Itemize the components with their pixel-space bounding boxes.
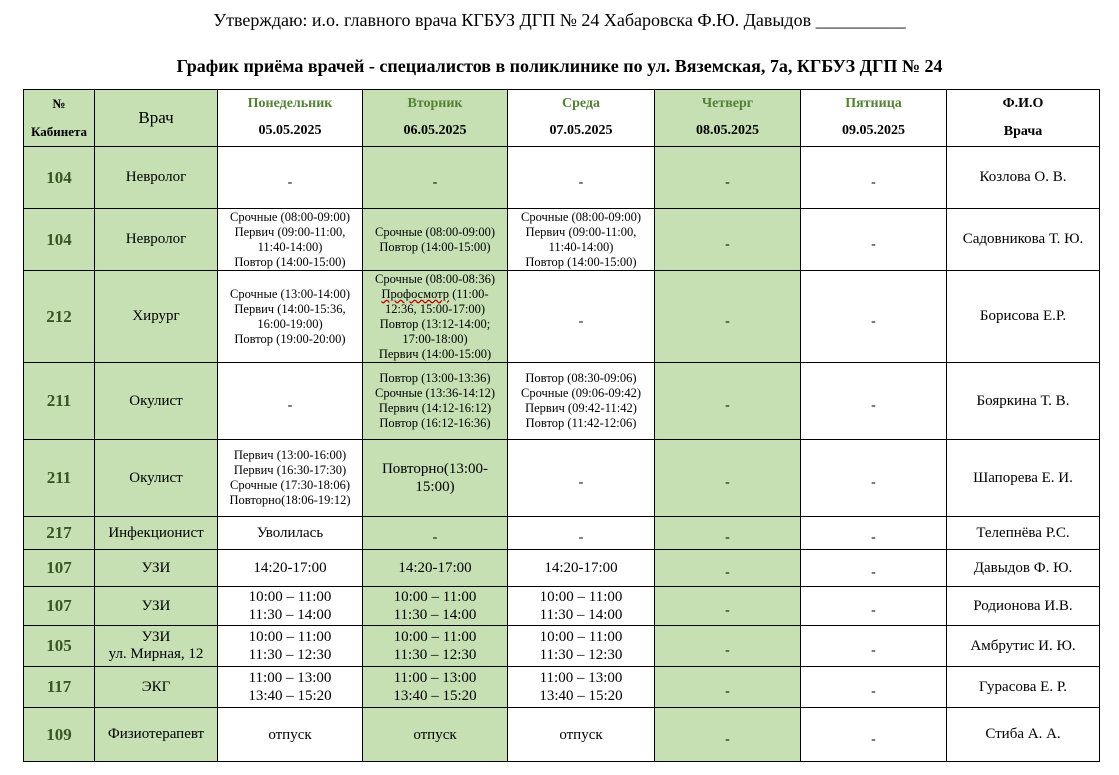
schedule-cell [508,550,655,587]
schedule-line: отпуск [559,726,603,743]
schedule-cell [218,440,363,517]
table-row [24,440,1100,517]
table-row [24,708,1100,762]
doctor-cell [95,440,218,517]
schedule-line: - [432,174,438,190]
schedule-cell [363,271,508,363]
schedule-cell [363,626,508,667]
doctor-cell [95,517,218,550]
doctor-fio: Стиба А. А. [947,708,1100,762]
schedule-cell: - [655,147,801,209]
schedule-cell [218,587,363,626]
schedule-cell: - [801,550,947,587]
header-day-tue: Вторник 06.05.2025 [363,90,508,147]
table-row [24,667,1100,708]
schedule-cell [218,708,363,762]
room-number: 211 [24,440,95,517]
schedule-line: - [578,313,584,329]
room-number: 211 [24,363,95,440]
schedule-line: Повторно(18:06-19:12) [229,493,351,507]
doctor-fio: Гурасова Е. Р. [947,667,1100,708]
table-row [24,550,1100,587]
schedule-line: 11:40-14:00) [257,239,323,254]
header-day-fri: Пятница 09.05.2025 [801,90,947,147]
schedule-cell [508,667,655,708]
schedule-cell: - [655,363,801,440]
header-day-wed: Среда 07.05.2025 [508,90,655,147]
room-number: 104 [24,147,95,209]
schedule-line: Первич (14:00-15:36, [234,301,346,316]
header-row [24,90,1100,147]
doctor-cell [95,708,218,762]
schedule-line: - [432,530,438,545]
schedule-cell: - [655,667,801,708]
schedule-cell [508,363,655,440]
doctor-specialty: Инфекционист [108,524,204,541]
schedule-line: 16:00-19:00) [257,316,323,331]
schedule-line: Первич (13:00-16:00) [233,448,347,462]
schedule-cell: - [801,587,947,626]
schedule-cell: - [801,147,947,209]
doctor-specialty: Невролог [125,169,187,185]
schedule-line: 14:20-17:00 [544,560,618,576]
room-number: 117 [24,667,95,708]
schedule-cell: - [655,517,801,550]
schedule-cell: - [655,708,801,762]
schedule-line: Срочные (13:36-14:12) [375,386,495,400]
table-row [24,626,1100,667]
doctor-fio: Борисова Е.Р. [947,271,1100,363]
doctor-cell [95,363,218,440]
schedule-line: Повтор (14:00-15:00) [525,254,637,269]
schedule-cell: - [801,708,947,762]
schedule-cell: - [801,363,947,440]
room-number: 212 [24,271,95,363]
schedule-cell [218,271,363,363]
table-row [24,271,1100,363]
schedule-cell [508,271,655,363]
schedule-cell: - [655,209,801,271]
header-doctor: Врач [95,90,218,147]
doctor-fio: Амбрутис И. Ю. [947,626,1100,667]
approval-line: Утверждаю: и.о. главного врача КГБУЗ ДГП № 24 Хабаровска Ф.Ю. Давыдов __________ [213,10,906,30]
doctor-cell [95,667,218,708]
schedule-cell: - [801,626,947,667]
schedule-line: Срочные (17:30-18:06) [230,478,350,492]
schedule-line: 10:00 – 11:00 [248,629,332,645]
schedule-cell: - [655,440,801,517]
doctor-specialty: УЗИ [141,629,171,645]
schedule-line: 11:00 – 13:00 [539,670,623,686]
schedule-cell [508,440,655,517]
schedule-line: Первич (09:00-11:00, [525,224,637,239]
schedule-line: Повтор (08:30-09:06) [525,371,637,385]
room-number: 105 [24,626,95,667]
schedule-cell [363,517,508,550]
table-row [24,363,1100,440]
schedule-line: отпуск [413,726,457,743]
schedule-line: 10:00 – 11:00 [539,589,623,605]
schedule-cell [508,626,655,667]
doctor-specialty: УЗИ [141,597,171,614]
schedule-line: 11:00 – 13:00 [393,670,477,686]
schedule-cell [508,517,655,550]
schedule-cell [363,550,508,587]
schedule-line: 11:30 – 12:30 [248,647,332,663]
schedule-cell [508,587,655,626]
schedule-line: 14:20-17:00 [398,560,472,576]
schedule-line: 11:30 – 14:00 [248,607,332,623]
room-number: 109 [24,708,95,762]
schedule-cell: - [655,271,801,363]
doctor-cell [95,626,218,667]
doctor-fio: Телепнёва Р.С. [947,517,1100,550]
schedule-line: (11:00- [449,286,489,301]
schedule-line: Первич (16:30-17:30) [233,463,347,477]
doctor-fio: Шапорева Е. И. [947,440,1100,517]
doctor-cell [95,271,218,363]
schedule-line: 17:00-18:00) [402,331,468,346]
doctor-cell [95,147,218,209]
schedule-line: Срочные (08:00-09:00) [230,209,350,224]
doctor-cell [95,550,218,587]
schedule-cell [218,147,363,209]
doctor-fio: Бояркина Т. В. [947,363,1100,440]
doctor-specialty: Окулист [129,392,183,409]
room-number: 107 [24,550,95,587]
schedule-cell [218,363,363,440]
schedule-line: Срочные (13:00-14:00) [230,286,350,301]
schedule-cell [218,517,363,550]
schedule-line: - [287,174,293,190]
schedule-cell: - [655,587,801,626]
doctor-specialty: Физиотерапевт [107,726,205,742]
schedule-line: 12:36, 15:00-17:00) [385,301,485,316]
doctor-fio: Садовникова Т. Ю. [947,209,1100,271]
schedule-line: 11:30 – 12:30 [539,647,623,663]
schedule-table [23,89,1100,762]
schedule-cell: - [655,550,801,587]
schedule-line: Повтор (16:12-16:36) [379,416,491,430]
schedule-line: 14:20-17:00 [253,560,327,576]
schedule-line: Первич (09:42-11:42) [525,401,637,415]
table-row [24,147,1100,209]
header-fio: Ф.И.О Врача [947,90,1100,147]
schedule-line: Уволилась [256,525,324,541]
schedule-line: 10:00 – 11:00 [393,629,477,645]
header-room: № Кабинета [24,90,95,147]
schedule-line: 13:40 – 15:20 [539,688,623,704]
doctor-address: ул. Мирная, 12 [108,646,204,662]
schedule-cell [218,550,363,587]
schedule-cell: - [801,440,947,517]
schedule-line: Повтор (13:00-13:36) [379,371,491,385]
table-row [24,209,1100,271]
schedule-line: Первич (09:00-11:00, [234,224,346,239]
schedule-cell [363,440,508,517]
schedule-cell: - [801,209,947,271]
doctor-specialty: Хирург [132,308,180,324]
schedule-line: Повтор (19:00-20:00) [234,331,346,346]
schedule-line: Повтор (11:42-12:06) [525,416,637,430]
page-title: График приёма врачей - специалистов в поликлинике по ул. Вяземская, 7а, КГБУЗ ДГП № 24 [176,56,943,76]
schedule-line: 11:00 – 13:00 [248,670,332,686]
schedule-cell [508,147,655,209]
room-number: 217 [24,517,95,550]
schedule-line: 11:40-14:00) [548,239,614,254]
doctor-fio: Родионова И.В. [947,587,1100,626]
doctor-specialty: ЭКГ [141,678,171,695]
schedule-line: 11:30 – 14:00 [539,607,623,623]
table-row [24,587,1100,626]
header-day-mon: Понедельник 05.05.2025 [218,90,363,147]
schedule-cell [363,708,508,762]
schedule-cell [363,147,508,209]
schedule-line: 10:00 – 11:00 [248,589,332,605]
schedule-cell [218,209,363,271]
profosmotr-label: Профосмотр [381,286,450,301]
schedule-line: Первич (14:00-15:00) [378,346,492,361]
schedule-cell [363,209,508,271]
schedule-line: Повтор (14:00-15:00) [234,254,346,269]
doctor-fio: Давыдов Ф. Ю. [947,550,1100,587]
schedule-line: Повторно(13:00-15:00) [381,461,489,495]
header-day-thu: Четверг 08.05.2025 [655,90,801,147]
schedule-line: - [578,475,584,490]
schedule-cell [508,209,655,271]
schedule-cell: - [801,517,947,550]
schedule-line: Срочные (08:00-09:00) [375,224,495,239]
schedule-line: - [578,530,584,545]
room-number: 107 [24,587,95,626]
schedule-line: - [287,398,293,413]
schedule-cell: - [801,271,947,363]
schedule-line: 10:00 – 11:00 [539,629,623,645]
schedule-line: Первич (14:12-16:12) [378,401,492,415]
schedule-cell [218,626,363,667]
doctor-fio: Козлова О. В. [947,147,1100,209]
schedule-cell: - [655,626,801,667]
schedule-line: Срочные (08:00-09:00) [521,209,641,224]
schedule-line: Повтор (14:00-15:00) [379,239,491,254]
doctor-cell [95,209,218,271]
schedule-cell [363,363,508,440]
schedule-cell: - [801,667,947,708]
schedule-line: 11:30 – 14:00 [393,607,477,623]
schedule-line: Повтор (13:12-14:00; [379,316,491,331]
schedule-line: 10:00 – 11:00 [393,589,477,605]
schedule-line: 13:40 – 15:20 [248,688,332,704]
schedule-line: Срочные (09:06-09:42) [521,386,641,400]
schedule-line: - [578,174,584,190]
doctor-specialty: Окулист [129,469,183,486]
schedule-line: отпуск [268,726,312,743]
doctor-cell [95,587,218,626]
doctor-specialty: УЗИ [141,559,171,576]
schedule-cell [363,667,508,708]
schedule-line: Срочные (08:00-08:36) [375,271,495,286]
schedule-cell [508,708,655,762]
table-row [24,517,1100,550]
schedule-cell [218,667,363,708]
doctor-specialty: Невролог [125,231,187,247]
schedule-line: 13:40 – 15:20 [393,688,477,704]
schedule-line: 11:30 – 12:30 [393,647,477,663]
schedule-cell [363,587,508,626]
room-number: 104 [24,209,95,271]
